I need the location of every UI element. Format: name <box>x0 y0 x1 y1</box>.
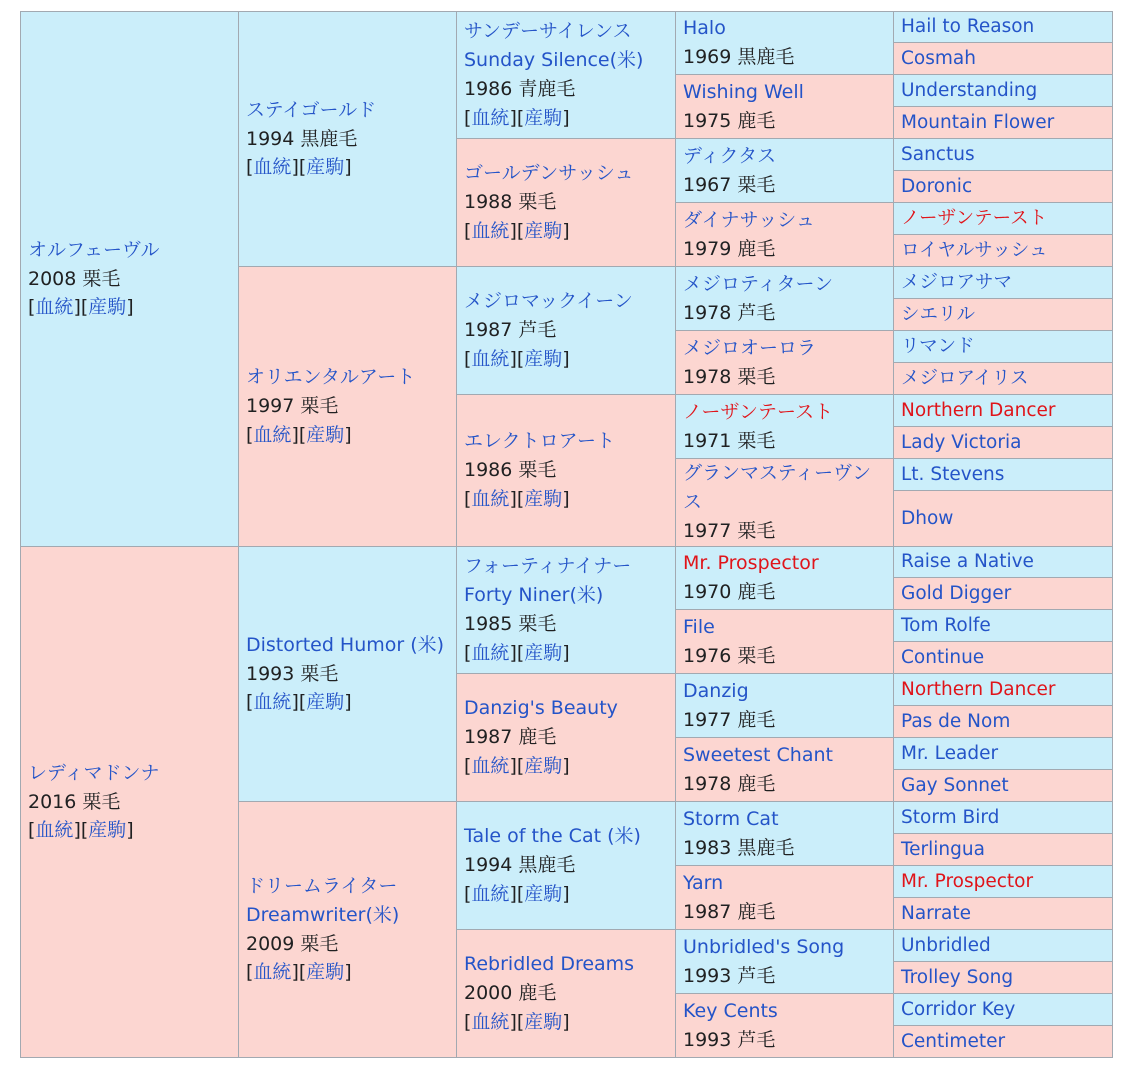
bloodline-link[interactable]: 血統 <box>471 487 510 510</box>
pedigree-cell-g5-19 <box>894 610 1113 642</box>
pedigree-cell-g4-7 <box>676 395 894 459</box>
horse-name[interactable]: Halo <box>683 17 726 40</box>
horse-name[interactable]: Tale of the Cat (米) <box>464 825 641 848</box>
horse-info: 1994 黒鹿毛 <box>246 127 358 150</box>
horse-name[interactable]: オリエンタルアート <box>246 366 416 389</box>
horse-name[interactable]: ロイヤルサッシュ <box>901 239 1048 261</box>
pedigree-cell-g5-15 <box>894 459 1113 491</box>
horse-name-en[interactable]: Forty Niner(米) <box>464 584 604 607</box>
pedigree-cell-g4-15 <box>676 930 894 994</box>
progeny-link[interactable]: 産駒 <box>88 819 127 842</box>
pedigree-cell-g4-4 <box>676 203 894 267</box>
horse-links: [血統][産駒] <box>464 219 570 242</box>
horse-info: 1978 栗毛 <box>683 365 776 388</box>
pedigree-cell-sire-dam <box>239 267 457 547</box>
progeny-link[interactable]: 産駒 <box>524 882 563 905</box>
horse-info: 2016 栗毛 <box>28 790 121 813</box>
horse-name[interactable]: Yarn <box>683 871 724 894</box>
pedigree-cell-g4-6 <box>676 331 894 395</box>
progeny-link[interactable]: 産駒 <box>524 347 563 370</box>
horse-info: 1986 栗毛 <box>464 459 557 482</box>
horse-info: 1987 芦毛 <box>464 319 557 342</box>
bloodline-link[interactable]: 血統 <box>253 691 292 714</box>
horse-info: 1977 栗毛 <box>683 519 776 542</box>
horse-name[interactable]: Storm Cat <box>683 807 779 830</box>
pedigree-cell-g4-5 <box>676 267 894 331</box>
progeny-link[interactable]: 産駒 <box>88 296 127 319</box>
bloodline-link[interactable]: 血統 <box>471 882 510 905</box>
pedigree-cell-g4-14 <box>676 866 894 930</box>
horse-name[interactable]: Corridor Key <box>901 998 1016 1020</box>
horse-name[interactable]: ステイゴールド <box>246 98 377 121</box>
pedigree-cell-g3-7 <box>457 802 676 930</box>
pedigree-cell-g5-17 <box>894 547 1113 578</box>
horse-name[interactable]: File <box>683 615 715 638</box>
horse-name[interactable]: Mr. Prospector <box>901 870 1034 892</box>
horse-links: [血統][産駒] <box>464 882 570 905</box>
bloodline-link[interactable]: 血統 <box>253 423 292 446</box>
horse-links: [血統][産駒] <box>464 641 570 664</box>
pedigree-cell-g5-29 <box>894 930 1113 962</box>
progeny-link[interactable]: 産駒 <box>524 219 563 242</box>
pedigree-cell-g4-16 <box>676 994 894 1058</box>
bloodline-link[interactable]: 血統 <box>253 156 292 179</box>
horse-name[interactable]: Northern Dancer <box>901 678 1056 700</box>
pedigree-cell-g4-3 <box>676 139 894 203</box>
progeny-link[interactable]: 産駒 <box>524 641 563 664</box>
horse-name[interactable]: Key Cents <box>683 999 778 1022</box>
horse-links: [血統][産駒] <box>464 487 570 510</box>
horse-links: [血統][産駒] <box>464 347 570 370</box>
pedigree-cell-g4-9 <box>676 547 894 610</box>
pedigree-cell-sire <box>21 12 239 547</box>
bloodline-link[interactable]: 血統 <box>35 296 74 319</box>
horse-name[interactable]: ノーザンテースト <box>683 400 834 423</box>
horse-name[interactable]: Mr. Prospector <box>683 552 819 575</box>
horse-info: 1978 芦毛 <box>683 301 776 324</box>
horse-links: [血統][産駒] <box>464 1010 570 1033</box>
horse-name[interactable]: ドリームライター <box>246 874 398 897</box>
horse-name[interactable]: Trolley Song <box>901 966 1014 988</box>
horse-name[interactable]: Danzig's Beauty <box>464 697 618 720</box>
horse-name[interactable]: Unbridled <box>901 934 991 956</box>
pedigree-cell-g4-13 <box>676 802 894 866</box>
horse-info: 1993 芦毛 <box>683 964 776 987</box>
bloodline-link[interactable]: 血統 <box>35 819 74 842</box>
horse-info: 2008 栗毛 <box>28 267 121 290</box>
progeny-link[interactable]: 産駒 <box>306 423 345 446</box>
pedigree-cell-g5-9 <box>894 267 1113 299</box>
progeny-link[interactable]: 産駒 <box>524 106 563 129</box>
pedigree-cell-g5-27 <box>894 866 1113 898</box>
horse-links: [血統][産駒] <box>464 106 570 129</box>
pedigree-cell-g5-6 <box>894 171 1113 203</box>
pedigree-cell-g3-4 <box>457 395 676 547</box>
horse-name[interactable]: Rebridled Dreams <box>464 953 635 976</box>
pedigree-table <box>20 11 1113 1058</box>
bloodline-link[interactable]: 血統 <box>471 641 510 664</box>
pedigree-cell-g5-24 <box>894 770 1113 802</box>
bloodline-link[interactable]: 血統 <box>253 961 292 984</box>
horse-info: 1994 黒鹿毛 <box>464 854 576 877</box>
horse-info: 1971 栗毛 <box>683 429 776 452</box>
horse-name[interactable]: Understanding <box>901 79 1038 101</box>
horse-info: 1997 栗毛 <box>246 395 339 418</box>
horse-name[interactable]: Terlingua <box>901 838 985 860</box>
horse-info: 1970 鹿毛 <box>683 581 776 603</box>
pedigree-cell-g5-25 <box>894 802 1113 834</box>
horse-name[interactable]: Gay Sonnet <box>901 774 1009 796</box>
horse-name[interactable]: Unbridled's Song <box>683 935 845 958</box>
horse-name[interactable]: Distorted Humor (米) <box>246 633 445 656</box>
horse-name[interactable]: シエリル <box>901 303 976 325</box>
pedigree-cell-g5-12 <box>894 363 1113 395</box>
horse-name[interactable]: Storm Bird <box>901 806 1000 828</box>
pedigree-cell-g5-16 <box>894 491 1113 547</box>
horse-name[interactable]: Wishing Well <box>683 80 804 103</box>
horse-name[interactable]: サンデーサイレンス <box>464 20 632 43</box>
progeny-link[interactable]: 産駒 <box>524 487 563 510</box>
horse-info: 1988 栗毛 <box>464 191 557 214</box>
horse-links: [血統][産駒] <box>464 754 570 777</box>
pedigree-cell-g3-2 <box>457 139 676 267</box>
pedigree-cell-g5-10 <box>894 299 1113 331</box>
pedigree-cell-g3-1 <box>457 12 676 139</box>
pedigree-cell-g5-30 <box>894 962 1113 994</box>
pedigree-cell-g5-8 <box>894 235 1113 267</box>
horse-info: 1976 栗毛 <box>683 644 776 667</box>
progeny-link[interactable]: 産駒 <box>306 156 345 179</box>
horse-name[interactable]: メジロアサマ <box>901 271 1013 293</box>
horse-name[interactable]: Dhow <box>901 507 954 529</box>
horse-name[interactable]: Centimeter <box>901 1030 1006 1052</box>
horse-links: [血統][産駒] <box>246 156 352 179</box>
horse-links: [血統][産駒] <box>246 423 352 446</box>
horse-info: 1987 鹿毛 <box>683 900 776 923</box>
horse-name-en[interactable]: Dreamwriter(米) <box>246 903 400 926</box>
pedigree-cell-g5-31 <box>894 994 1113 1026</box>
horse-name[interactable]: Sweetest Chant <box>683 743 833 766</box>
horse-name[interactable]: ディクタス <box>683 144 777 167</box>
pedigree-cell-dam-sire <box>239 547 457 802</box>
pedigree-cell-g5-32 <box>894 1026 1113 1058</box>
horse-name[interactable]: メジロティターン <box>683 272 834 295</box>
horse-info: 1977 鹿毛 <box>683 708 776 731</box>
horse-name[interactable]: Hail to Reason <box>901 16 1035 37</box>
horse-name[interactable]: ゴールデンサッシュ <box>464 162 634 185</box>
horse-name[interactable]: フォーティナイナー <box>464 555 632 578</box>
bloodline-link[interactable]: 血統 <box>471 106 510 129</box>
pedigree-cell-sire-sire <box>239 12 457 267</box>
horse-name[interactable]: Northern Dancer <box>901 399 1056 421</box>
pedigree-cell-g5-22 <box>894 706 1113 738</box>
pedigree-cell-g5-26 <box>894 834 1113 866</box>
horse-info: 1983 黒鹿毛 <box>683 836 795 859</box>
horse-name[interactable]: オルフェーヴル <box>28 238 160 261</box>
bloodline-link[interactable]: 血統 <box>471 754 510 777</box>
horse-name[interactable]: メジロマックイーン <box>464 290 633 313</box>
horse-name[interactable]: エレクトロアート <box>464 430 616 453</box>
progeny-link[interactable]: 産駒 <box>306 961 345 984</box>
horse-info: 1993 芦毛 <box>683 1028 776 1051</box>
horse-info: 2000 鹿毛 <box>464 982 557 1005</box>
horse-name[interactable]: Tom Rolfe <box>901 614 991 636</box>
pedigree-cell-g5-14 <box>894 427 1113 459</box>
pedigree-cell-g3-6 <box>457 674 676 802</box>
pedigree-cell-g3-8 <box>457 930 676 1058</box>
horse-name[interactable]: Cosmah <box>901 47 976 69</box>
pedigree-cell-g5-13 <box>894 395 1113 427</box>
horse-name[interactable]: Lady Victoria <box>901 431 1022 453</box>
progeny-link[interactable]: 産駒 <box>524 754 563 777</box>
pedigree-cell-g3-3 <box>457 267 676 395</box>
horse-name[interactable]: メジロアイリス <box>901 367 1029 389</box>
pedigree-cell-g5-3 <box>894 75 1113 107</box>
pedigree-cell-g5-28 <box>894 898 1113 930</box>
pedigree-cell-g4-12 <box>676 738 894 802</box>
pedigree-cell-dam <box>21 547 239 1058</box>
progeny-link[interactable]: 産駒 <box>306 691 345 714</box>
horse-info: 1969 黒鹿毛 <box>683 46 795 68</box>
horse-name[interactable]: Gold Digger <box>901 582 1012 604</box>
horse-name[interactable]: Mountain Flower <box>901 111 1055 133</box>
pedigree-cell-g4-2 <box>676 75 894 139</box>
horse-name[interactable]: グランマスティーヴンス <box>683 462 872 514</box>
pedigree-cell-g5-18 <box>894 578 1113 610</box>
horse-name[interactable]: メジロオーロラ <box>683 336 817 359</box>
pedigree-cell-g5-20 <box>894 642 1113 674</box>
horse-name[interactable]: Mr. Leader <box>901 742 999 764</box>
horse-info: 2009 栗毛 <box>246 932 339 955</box>
pedigree-cell-dam-dam <box>239 802 457 1058</box>
horse-links: [血統][産駒] <box>28 819 134 842</box>
pedigree-cell-g4-10 <box>676 610 894 674</box>
pedigree-cell-g4-1 <box>676 12 894 75</box>
horse-name[interactable]: ノーザンテースト <box>901 207 1048 229</box>
horse-info: 1967 栗毛 <box>683 173 776 196</box>
progeny-link[interactable]: 産駒 <box>524 1010 563 1033</box>
horse-name[interactable]: Raise a Native <box>901 551 1034 572</box>
horse-links: [血統][産駒] <box>28 296 134 319</box>
bloodline-link[interactable]: 血統 <box>471 347 510 370</box>
pedigree-cell-g5-5 <box>894 139 1113 171</box>
horse-name[interactable]: Doronic <box>901 175 973 197</box>
pedigree-cell-g5-2 <box>894 43 1113 75</box>
bloodline-link[interactable]: 血統 <box>471 219 510 242</box>
horse-name[interactable]: レディマドンナ <box>28 761 160 784</box>
pedigree-cell-g3-5 <box>457 547 676 674</box>
horse-info: 1987 鹿毛 <box>464 726 557 749</box>
horse-info: 1986 青鹿毛 <box>464 78 576 100</box>
horse-name[interactable]: Danzig <box>683 679 749 702</box>
pedigree-cell-g5-4 <box>894 107 1113 139</box>
horse-info: 1985 栗毛 <box>464 613 557 635</box>
horse-info: 1978 鹿毛 <box>683 772 776 795</box>
pedigree-cell-g5-11 <box>894 331 1113 363</box>
pedigree-cell-g5-7 <box>894 203 1113 235</box>
pedigree-cell-g5-21 <box>894 674 1113 706</box>
pedigree-cell-g4-11 <box>676 674 894 738</box>
horse-name[interactable]: リマンド <box>901 335 975 357</box>
horse-name[interactable]: Sanctus <box>901 143 975 165</box>
pedigree-cell-g5-23 <box>894 738 1113 770</box>
horse-name[interactable]: ダイナサッシュ <box>683 208 815 231</box>
bloodline-link[interactable]: 血統 <box>471 1010 510 1033</box>
horse-name[interactable]: Continue <box>901 646 985 668</box>
horse-name[interactable]: Narrate <box>901 902 972 924</box>
horse-info: 1993 栗毛 <box>246 662 339 685</box>
pedigree-cell-g5-1 <box>894 12 1113 43</box>
horse-info: 1975 鹿毛 <box>683 109 776 132</box>
horse-name[interactable]: Pas de Nom <box>901 710 1011 732</box>
horse-links: [血統][産駒] <box>246 691 352 714</box>
horse-info: 1979 鹿毛 <box>683 237 776 260</box>
pedigree-cell-g4-8 <box>676 459 894 547</box>
horse-name[interactable]: Lt. Stevens <box>901 463 1005 485</box>
horse-links: [血統][産駒] <box>246 961 352 984</box>
horse-name-en[interactable]: Sunday Silence(米) <box>464 49 644 72</box>
